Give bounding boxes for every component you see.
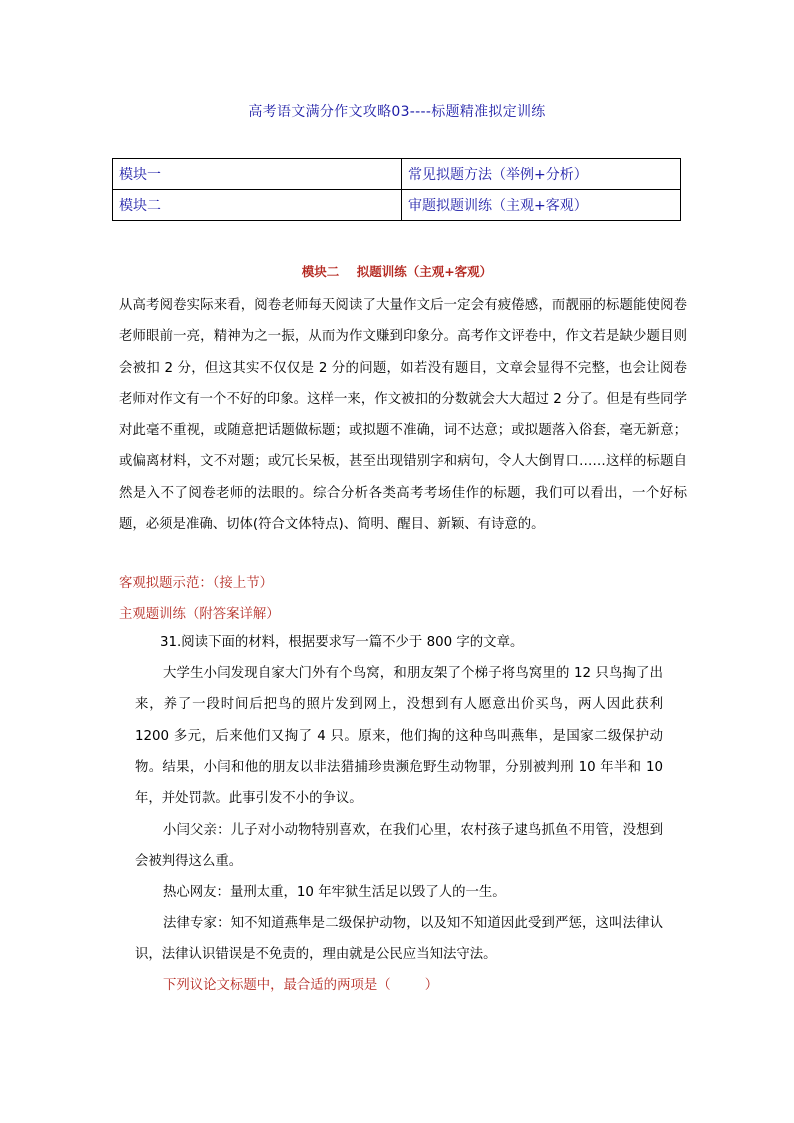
material-paragraph xyxy=(135,658,663,814)
document-title: 高考语文满分作文攻略03----标题精准拟定训练 xyxy=(248,104,546,120)
module-name: 模块二 xyxy=(113,190,402,221)
table-row xyxy=(113,159,681,190)
material-text: 法律专家：知不知道燕隼是二级保护动物，以及知不知道因此受到严惩，这叫法律认识，法律认识错误是不免责的，理由就是公民应当知法守法。 xyxy=(135,916,663,963)
material-paragraph xyxy=(135,815,663,878)
material-text: 热心网友：量刑太重，10 年牢狱生活足以毁了人的一生。 xyxy=(163,885,506,900)
module-desc: 常见拟题方法（举例+分析） xyxy=(402,159,681,190)
intro-paragraph xyxy=(119,290,687,540)
material-paragraph xyxy=(135,908,663,971)
question-prompt xyxy=(163,970,683,1001)
question-intro xyxy=(160,627,690,658)
material-text: 大学生小闫发现自家大门外有个鸟窝，和朋友架了个梯子将鸟窝里的 12 只鸟掏了出来，养了一段时间后把鸟的照片发到网上，没想到有人愿意出价买鸟，两人因此获利 1200 多元，后来他们又掏了 4 只。原来，他们掏的这种鸟叫燕隼，是国家二级保护动物。结果，小闫和他的朋友以非法猎捕珍贵濒危野生动物罪，分别被判刑 10 年半和 10 年，并处罚款。此事引发不小的争议。 xyxy=(135,666,663,807)
module-name: 模块一 xyxy=(113,159,402,190)
table-row xyxy=(113,190,681,221)
question-intro-text: 31.阅读下面的材料，根据要求写一篇不少于 800 字的文章。 xyxy=(160,635,524,650)
intro-text: 从高考阅卷实际来看，阅卷老师每天阅读了大量作文后一定会有疲倦感，而靓丽的标题能使阅卷老师眼前一亮，精神为之一振，从而为作文赚到印象分。高考作文评卷中，作文若是缺少题目则会被扣 2 分，但这其实不仅仅是 2 分的问题，如若没有题目，文章会显得不完整，也会让阅卷老师对作文有一个不好的印象。这样一来，作文被扣的分数就会大大超过 2 分了。但是有些同学对此毫不重视，或随意把话题做标题；或拟题不准确，词不达意；或拟题落入俗套，毫无新意；或偏离材料，文不对题；或冗长呆板，甚至出现错别字和病句，令人大倒胃口……这样的标题自然是入不了阅卷老师的法眼的。综合分析各类高考考场佳作的标题，我们可以看出，一个好标题，必须是准确、切体(符合文体特点)、简明、醒目、新颖、有诗意的。 xyxy=(119,298,687,533)
subjective-label: 主观题训练（附答案详解） xyxy=(119,607,280,622)
module-table xyxy=(112,158,681,221)
material-paragraph xyxy=(135,877,663,908)
material-text: 小闫父亲：儿子对小动物特别喜欢，在我们心里，农村孩子逮鸟抓鱼不用管，没想到会被判得这么重。 xyxy=(135,823,663,870)
question-prompt-text: 下列议论文标题中，最合适的两项是（ ） xyxy=(163,978,439,993)
section-heading: 模块二 拟题训练（主观+客观） xyxy=(301,264,493,279)
objective-label: 客观拟题示范：（接上节） xyxy=(119,576,273,591)
module-desc: 审题拟题训练（主观+客观） xyxy=(402,190,681,221)
